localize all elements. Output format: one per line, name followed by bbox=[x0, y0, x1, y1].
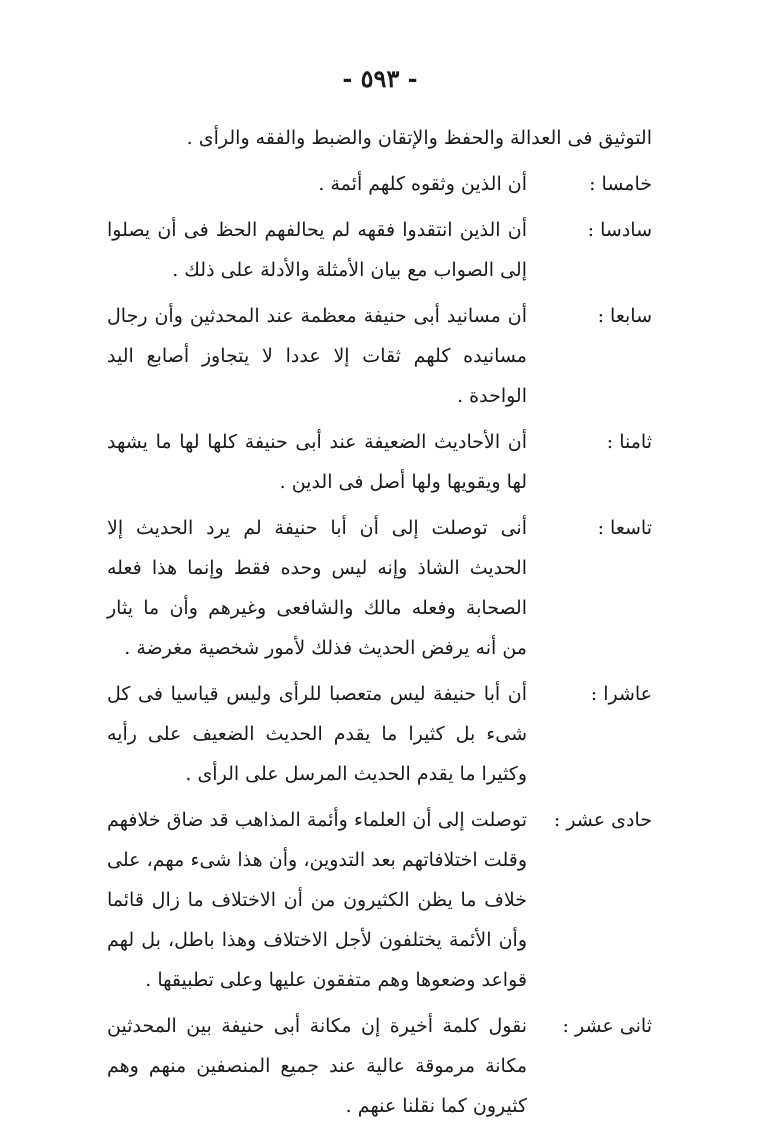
item-label: خامسا : bbox=[589, 173, 652, 195]
page-number: - ٥٩٣ - bbox=[342, 64, 418, 93]
page-content bbox=[107, 118, 652, 1132]
item-text: أن مسانيد أبى حنيفة معظمة عند المحدثين وأن رجال مسانيده كلهم ثقات إلا عددا لا يتجاوز أصابع اليد الواحدة . bbox=[107, 305, 527, 407]
list-item-8 bbox=[107, 422, 652, 502]
item-label: تاسعا : bbox=[597, 517, 652, 539]
item-label: سابعا : bbox=[597, 305, 652, 327]
intro-line: التوثيق فى العدالة والحفظ والإتقان والضبط والفقه والرأى . bbox=[186, 127, 652, 149]
list-item-5 bbox=[107, 164, 652, 204]
item-label: ثانى عشر : bbox=[562, 1015, 652, 1037]
item-text: توصلت إلى أن العلماء وأئمة المذاهب قد ضاق خلافهم وقلت اختلافاتهم بعد التدوين، وأن هذا شىء مهم، على خلاف ما يظن الكثيرون من أن الاختلاف ما زال قائما وأن الأئمة يختلفون لأجل الاختلاف وهذا باطل، بل لهم قواعد وضعوها وهم متفقون عليها وعلى تطبيقها . bbox=[107, 809, 527, 991]
list-item-7 bbox=[107, 296, 652, 416]
item-label: سادسا : bbox=[587, 219, 652, 241]
item-label: ثامنا : bbox=[606, 431, 652, 453]
item-text: أن الذين وثقوه كلهم أئمة . bbox=[318, 173, 527, 195]
list-item-10 bbox=[107, 674, 652, 794]
item-text: أن أبا حنيفة ليس متعصبا للرأى وليس قياسيا فى كل شىء بل كثيرا ما يقدم الحديث الضعيف على رأيه وكثيرا ما يقدم الحديث المرسل على الرأى . bbox=[107, 683, 527, 785]
list-item-6 bbox=[107, 210, 652, 290]
item-text: أن الأحاديث الضعيفة عند أبى حنيفة كلها لها ما يشهد لها ويقويها ولها أصل فى الدين . bbox=[107, 431, 527, 493]
item-text: أنى توصلت إلى أن أبا حنيفة لم يرد الحديث إلا الحديث الشاذ وإنه ليس وحده فقط وإنما هذا فعله الصحابة وفعله مالك والشافعى وغيرهم وأن ما يثار من أنه يرفض الحديث فذلك لأمور شخصية مغرضة . bbox=[107, 517, 527, 659]
item-text: نقول كلمة أخيرة إن مكانة أبى حنيفة بين المحدثين مكانة مرموقة عالية عند جميع المنصفين منهم وهم كثيرون كما نقلنا عنهم . bbox=[107, 1015, 527, 1117]
item-label: حادى عشر : bbox=[553, 809, 652, 831]
item-text: أن الذين انتقدوا فقهه لم يحالفهم الحظ فى أن يصلوا إلى الصواب مع بيان الأمثلة والأدلة على ذلك . bbox=[107, 219, 527, 281]
list-item-9 bbox=[107, 508, 652, 668]
list-item-11 bbox=[107, 800, 652, 1000]
list-item-12 bbox=[107, 1006, 652, 1126]
item-label: عاشرا : bbox=[590, 683, 652, 705]
